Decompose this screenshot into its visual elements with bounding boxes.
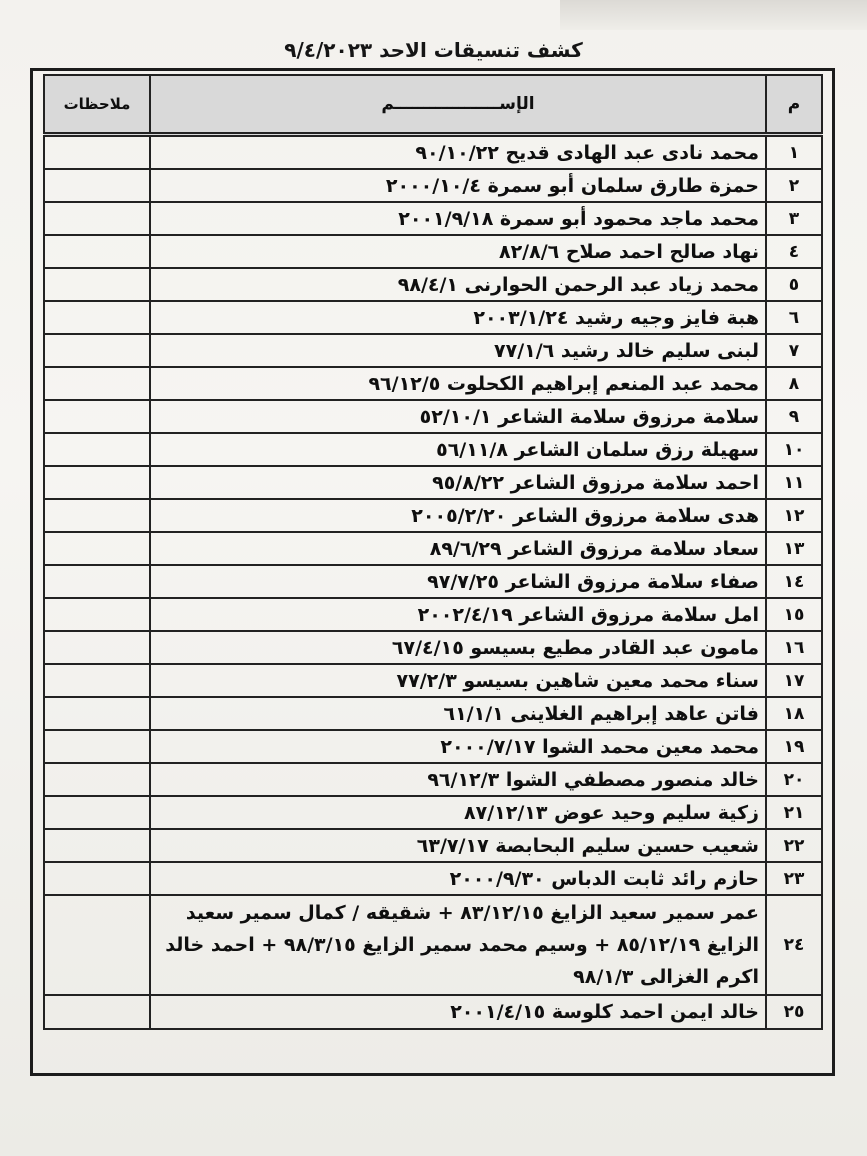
row-number: ١٨ xyxy=(766,697,822,730)
row-name: محمد نادى عبد الهادى قديح ٩٠/١٠/٢٢ xyxy=(150,135,766,170)
row-number: ٣ xyxy=(766,202,822,235)
row-name: هدى سلامة مرزوق الشاعر ٢٠٠٥/٢/٢٠ xyxy=(150,499,766,532)
table-row xyxy=(44,862,822,895)
header-notes: ملاحظات xyxy=(44,75,150,135)
table-row xyxy=(44,268,822,301)
row-name: نهاد صالح احمد صلاح ٨٢/٨/٦ xyxy=(150,235,766,268)
table-row xyxy=(44,301,822,334)
row-number: ٢١ xyxy=(766,796,822,829)
row-notes xyxy=(44,862,150,895)
row-number: ٢٥ xyxy=(766,995,822,1029)
row-notes xyxy=(44,829,150,862)
row-notes xyxy=(44,400,150,433)
row-number: ٢٠ xyxy=(766,763,822,796)
row-number: ٢٣ xyxy=(766,862,822,895)
row-notes xyxy=(44,466,150,499)
row-name: شعيب حسين سليم البحابصة ٦٣/٧/١٧ xyxy=(150,829,766,862)
row-notes xyxy=(44,301,150,334)
table-row xyxy=(44,466,822,499)
row-number: ٢٢ xyxy=(766,829,822,862)
header-num: م xyxy=(766,75,822,135)
row-number: ١ xyxy=(766,135,822,170)
table-row xyxy=(44,763,822,796)
row-notes xyxy=(44,565,150,598)
row-name: صفاء سلامة مرزوق الشاعر ٩٧/٧/٢٥ xyxy=(150,565,766,598)
row-name: محمد ماجد محمود أبو سمرة ٢٠٠١/٩/١٨ xyxy=(150,202,766,235)
row-name: حازم رائد ثابت الدباس ٢٠٠٠/٩/٣٠ xyxy=(150,862,766,895)
row-number: ٦ xyxy=(766,301,822,334)
row-number: ١٧ xyxy=(766,664,822,697)
table-row xyxy=(44,829,822,862)
row-name: زكية سليم وحيد عوض ٨٧/١٢/١٣ xyxy=(150,796,766,829)
row-notes xyxy=(44,697,150,730)
row-notes xyxy=(44,796,150,829)
names-table xyxy=(43,74,823,1030)
row-notes xyxy=(44,235,150,268)
table-row xyxy=(44,169,822,202)
table-row xyxy=(44,433,822,466)
page-fold xyxy=(560,0,867,30)
row-number: ١٠ xyxy=(766,433,822,466)
table-row xyxy=(44,697,822,730)
row-number: ١٩ xyxy=(766,730,822,763)
row-number: ١٢ xyxy=(766,499,822,532)
row-name: سناء محمد معين شاهين بسيسو ٧٧/٢/٣ xyxy=(150,664,766,697)
row-name: هبة فايز وجيه رشيد ٢٠٠٣/١/٢٤ xyxy=(150,301,766,334)
row-notes xyxy=(44,631,150,664)
row-number: ١٤ xyxy=(766,565,822,598)
row-notes xyxy=(44,334,150,367)
row-name: خالد منصور مصطفي الشوا ٩٦/١٢/٣ xyxy=(150,763,766,796)
row-notes xyxy=(44,169,150,202)
row-number: ٢ xyxy=(766,169,822,202)
row-notes xyxy=(44,367,150,400)
row-notes xyxy=(44,499,150,532)
table-row xyxy=(44,334,822,367)
row-notes xyxy=(44,202,150,235)
row-number: ٧ xyxy=(766,334,822,367)
table-row xyxy=(44,499,822,532)
row-notes xyxy=(44,532,150,565)
row-notes xyxy=(44,995,150,1029)
table-row xyxy=(44,532,822,565)
row-name: احمد سلامة مرزوق الشاعر ٩٥/٨/٢٢ xyxy=(150,466,766,499)
table-row xyxy=(44,135,822,170)
row-number: ٥ xyxy=(766,268,822,301)
table-row xyxy=(44,598,822,631)
row-number: ١٥ xyxy=(766,598,822,631)
table-row xyxy=(44,367,822,400)
table-row xyxy=(44,796,822,829)
row-name: محمد معين محمد الشوا ٢٠٠٠/٧/١٧ xyxy=(150,730,766,763)
row-name: خالد ايمن احمد كلوسة ٢٠٠١/٤/١٥ xyxy=(150,995,766,1029)
row-notes xyxy=(44,895,150,995)
table-row xyxy=(44,631,822,664)
row-name: حمزة طارق سلمان أبو سمرة ٢٠٠٠/١٠/٤ xyxy=(150,169,766,202)
table-frame xyxy=(30,68,835,1076)
row-notes xyxy=(44,763,150,796)
table-row xyxy=(44,400,822,433)
row-notes xyxy=(44,433,150,466)
row-notes xyxy=(44,664,150,697)
row-notes xyxy=(44,598,150,631)
row-name: فاتن عاهد إبراهيم الغلاينى ٦١/١/١ xyxy=(150,697,766,730)
row-notes xyxy=(44,730,150,763)
row-name: محمد عبد المنعم إبراهيم الكحلوت ٩٦/١٢/٥ xyxy=(150,367,766,400)
row-notes xyxy=(44,135,150,170)
row-number: ١٣ xyxy=(766,532,822,565)
header-row xyxy=(44,75,822,135)
row-notes xyxy=(44,268,150,301)
row-number: ٨ xyxy=(766,367,822,400)
header-name: الإســــــــــــــــــم xyxy=(150,75,766,135)
row-number: ٢٤ xyxy=(766,895,822,995)
row-name: امل سلامة مرزوق الشاعر ٢٠٠٢/٤/١٩ xyxy=(150,598,766,631)
table-row xyxy=(44,235,822,268)
table-row xyxy=(44,895,822,995)
row-number: ١١ xyxy=(766,466,822,499)
row-name: سهيلة رزق سلمان الشاعر ٥٦/١١/٨ xyxy=(150,433,766,466)
table-row xyxy=(44,202,822,235)
table-row xyxy=(44,995,822,1029)
row-name: محمد زياد عبد الرحمن الحوارنى ٩٨/٤/١ xyxy=(150,268,766,301)
table-row xyxy=(44,730,822,763)
table-row xyxy=(44,565,822,598)
row-name: لبنى سليم خالد رشيد ٧٧/١/٦ xyxy=(150,334,766,367)
row-number: ١٦ xyxy=(766,631,822,664)
page-title: كشف تنسيقات الاحد ٩/٤/٢٠٢٣ xyxy=(284,38,583,62)
row-name: عمر سمير سعيد الزايغ ٨٣/١٢/١٥ + شقيقه / كمال سمير سعيد الزايغ ٨٥/١٢/١٩ + وسيم محمد سمير الزايغ ٩٨/٣/١٥ + احمد خالد اكرم الغزالى ٩٨/١/٣ xyxy=(150,895,766,995)
row-name: سعاد سلامة مرزوق الشاعر ٨٩/٦/٢٩ xyxy=(150,532,766,565)
table-row xyxy=(44,664,822,697)
row-name: مامون عبد القادر مطيع بسيسو ٦٧/٤/١٥ xyxy=(150,631,766,664)
row-number: ٤ xyxy=(766,235,822,268)
row-name: سلامة مرزوق سلامة الشاعر ٥٢/١٠/١ xyxy=(150,400,766,433)
row-number: ٩ xyxy=(766,400,822,433)
